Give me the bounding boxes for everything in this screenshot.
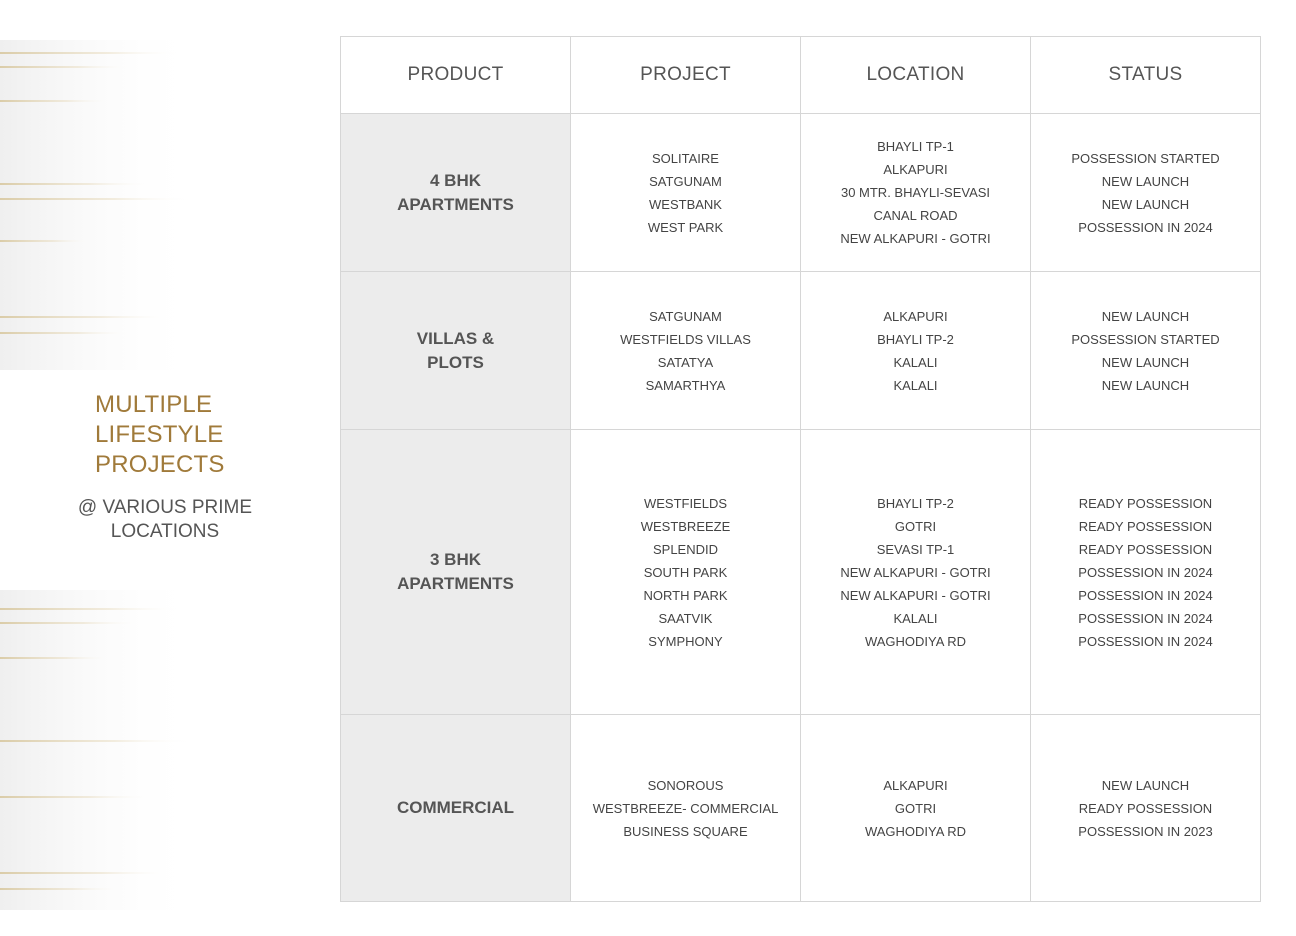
projects-table <box>340 36 1261 902</box>
cell-item: ALKAPURI <box>883 308 948 324</box>
header-location: LOCATION <box>801 37 1031 114</box>
header-status: STATUS <box>1031 37 1261 114</box>
cell-item: SYMPHONY <box>648 633 723 649</box>
cell-item: WAGHODIYA RD <box>864 823 967 839</box>
tagline-block <box>40 390 290 544</box>
headline <box>95 390 235 480</box>
project-cell <box>571 114 801 272</box>
cell-item: READY POSSESSION <box>1078 495 1213 511</box>
project-cell <box>571 272 801 430</box>
cell-item: READY POSSESSION <box>1078 541 1213 557</box>
cell-item: POSSESSION IN 2024 <box>1078 564 1213 580</box>
product-label: 3 BHK <box>429 550 481 569</box>
cell-item: POSSESSION IN 2024 <box>1078 587 1213 603</box>
cell-item: BHAYLI TP-2 <box>877 331 954 347</box>
product-label: COMMERCIAL <box>396 798 515 817</box>
status-cell <box>1031 430 1261 715</box>
cell-item: POSSESSION STARTED <box>1071 150 1220 166</box>
cell-item: SOLITAIRE <box>652 150 719 166</box>
cell-item: KALALI <box>893 377 938 393</box>
headline-line: PROJECTS <box>95 451 225 478</box>
table-row <box>341 114 1261 272</box>
cell-item: POSSESSION IN 2024 <box>1078 219 1213 235</box>
cell-item: WESTBREEZE- COMMERCIAL <box>592 800 779 816</box>
subline-line: LOCATIONS <box>110 521 220 542</box>
cell-item: NEW LAUNCH <box>1101 173 1190 189</box>
cell-item: GOTRI <box>894 800 937 816</box>
project-cell <box>571 430 801 715</box>
cell-item: CANAL ROAD <box>873 208 958 223</box>
cell-item: NEW ALKAPURI - GOTRI <box>840 564 991 580</box>
cell-item: POSSESSION IN 2024 <box>1078 610 1213 626</box>
cell-item: BHAYLI TP-1 <box>877 139 954 154</box>
cell-item: SAATVIK <box>658 610 713 626</box>
cell-item: NEW LAUNCH <box>1101 354 1190 370</box>
location-cell <box>801 114 1031 272</box>
cell-item: KALALI <box>893 354 938 370</box>
cell-item: POSSESSION IN 2023 <box>1078 823 1213 839</box>
cell-item: POSSESSION IN 2024 <box>1078 633 1213 649</box>
cell-item: BUSINESS SQUARE <box>623 823 748 839</box>
cell-item: SOUTH PARK <box>643 564 728 580</box>
cell-item: WESTFIELDS VILLAS <box>620 331 751 347</box>
subline-line: @ VARIOUS PRIME <box>77 497 253 518</box>
cell-item: NEW ALKAPURI - GOTRI <box>840 231 991 246</box>
header-project: PROJECT <box>571 37 801 114</box>
table-row <box>341 272 1261 430</box>
cell-item: SATGUNAM <box>649 173 722 189</box>
cell-item: SPLENDID <box>652 541 719 557</box>
product-cell <box>341 430 571 715</box>
cell-item: NEW LAUNCH <box>1101 196 1190 212</box>
cell-item: NEW LAUNCH <box>1101 777 1190 793</box>
cell-item: SONOROUS <box>647 777 724 793</box>
product-label: PLOTS <box>427 352 484 372</box>
subline <box>40 496 290 544</box>
cell-item: WESTFIELDS <box>643 495 728 511</box>
location-cell <box>801 715 1031 902</box>
product-label: 4 BHK <box>429 170 481 190</box>
project-cell <box>571 715 801 902</box>
cell-item: READY POSSESSION <box>1078 518 1213 534</box>
cell-item: ALKAPURI <box>883 162 948 177</box>
cell-item: GOTRI <box>894 518 937 534</box>
product-cell <box>341 715 571 902</box>
status-cell <box>1031 715 1261 902</box>
status-cell <box>1031 114 1261 272</box>
cell-item: ALKAPURI <box>883 777 948 793</box>
cell-item: KALALI <box>893 610 938 626</box>
cell-item: NORTH PARK <box>643 587 728 603</box>
location-cell <box>801 272 1031 430</box>
headline-line: LIFESTYLE <box>95 421 224 448</box>
product-cell <box>341 114 571 272</box>
table-row <box>341 430 1261 715</box>
cell-item: BHAYLI TP-2 <box>877 495 954 511</box>
cell-item: WAGHODIYA RD <box>864 633 967 649</box>
table-header-row <box>341 37 1261 114</box>
cell-item: NEW ALKAPURI - GOTRI <box>840 587 991 603</box>
cell-item: WESTBREEZE <box>640 518 731 534</box>
product-label: APARTMENTS <box>397 574 514 593</box>
product-label: APARTMENTS <box>397 194 514 214</box>
cell-item: SATGUNAM <box>649 308 722 324</box>
header-product: PRODUCT <box>341 37 571 114</box>
cell-item: WEST PARK <box>647 219 724 235</box>
cell-item: POSSESSION STARTED <box>1071 331 1220 347</box>
location-cell <box>801 430 1031 715</box>
cell-item: 30 MTR. BHAYLI-SEVASI <box>840 185 991 200</box>
cell-item: NEW LAUNCH <box>1101 308 1190 324</box>
cell-item: READY POSSESSION <box>1078 800 1213 816</box>
product-cell <box>341 272 571 430</box>
table-row <box>341 715 1261 902</box>
cell-item: SAMARTHYA <box>645 377 726 393</box>
cell-item: WESTBANK <box>649 196 722 212</box>
headline-line: MULTIPLE <box>95 391 213 418</box>
cell-item: SEVASI TP-1 <box>876 541 955 557</box>
cell-item: SATATYA <box>657 354 714 370</box>
cell-item: NEW LAUNCH <box>1101 377 1190 393</box>
status-cell <box>1031 272 1261 430</box>
product-label: VILLAS & <box>416 328 495 348</box>
